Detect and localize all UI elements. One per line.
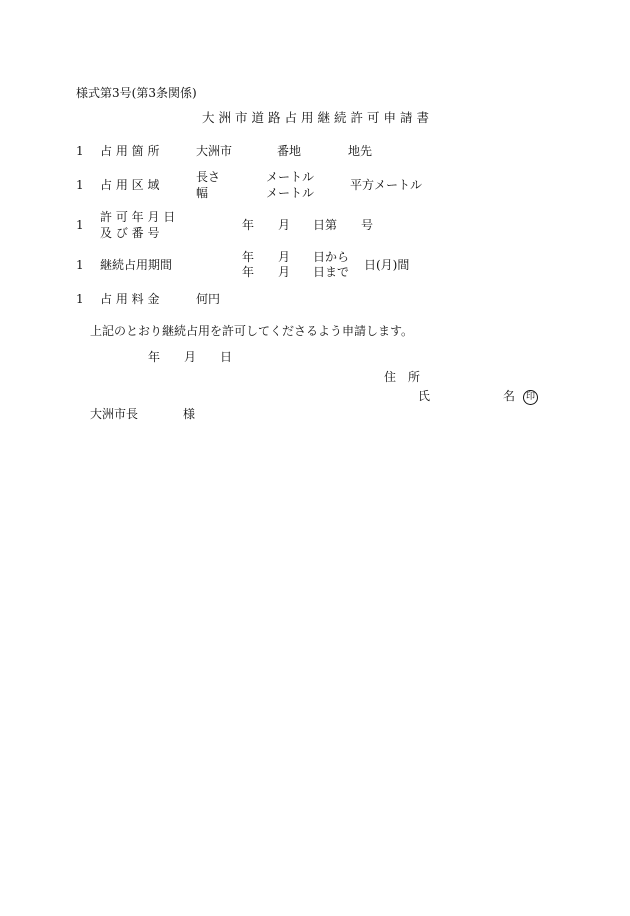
period-from: 日から — [313, 250, 350, 264]
seal-mark: 印 — [523, 390, 538, 405]
row-label-line-1: 許 可 年 月 日 — [100, 210, 176, 224]
period-to: 日まで — [313, 265, 350, 279]
row-number: 1 — [76, 178, 84, 192]
name-label-1: 氏 — [418, 389, 431, 403]
area-square-meter: 平方メートル — [350, 178, 423, 192]
period-days: 日(月)間 — [364, 258, 410, 272]
addressee-name: 大洲市長 — [90, 407, 139, 421]
row-label-line-2: 及 び 番 号 — [100, 226, 160, 240]
area-width: 幅 — [196, 186, 209, 200]
period-year-2: 年 — [242, 265, 255, 279]
area-meter-2: メートル — [266, 186, 315, 200]
row-label: 占 用 区 域 — [100, 178, 160, 192]
location-chisaki: 地先 — [348, 144, 373, 158]
row-number: 1 — [76, 258, 84, 272]
row-label: 占 用 料 金 — [100, 292, 160, 306]
permit-year: 年 — [242, 218, 255, 232]
area-meter-1: メートル — [266, 170, 315, 184]
permit-go: 号 — [361, 218, 374, 232]
name-label-2: 名 — [503, 389, 516, 403]
fee-amount: 何円 — [196, 292, 221, 306]
seal-icon — [523, 388, 538, 405]
date-year: 年 — [148, 350, 161, 364]
document-title: 大洲市道路占用継続許可申請書 — [202, 110, 434, 125]
statement: 上記のとおり継続占用を許可してくださるよう申請します。 — [90, 324, 414, 338]
row-label: 継続占用期間 — [100, 258, 173, 272]
permit-month: 月 — [278, 218, 291, 232]
addressee-honorific: 様 — [183, 407, 196, 421]
location-banchi: 番地 — [277, 144, 302, 158]
form-number: 様式第3号(第3条関係) — [76, 86, 197, 100]
period-year-1: 年 — [242, 250, 255, 264]
location-city: 大洲市 — [196, 144, 233, 158]
address-label: 住 所 — [384, 370, 421, 384]
period-month-1: 月 — [278, 250, 291, 264]
row-number: 1 — [76, 218, 84, 232]
row-number: 1 — [76, 292, 84, 306]
date-day: 日 — [220, 350, 233, 364]
period-month-2: 月 — [278, 265, 291, 279]
row-label: 占 用 箇 所 — [100, 144, 160, 158]
row-number: 1 — [76, 144, 84, 158]
area-length: 長さ — [196, 170, 221, 184]
permit-day-number: 日第 — [313, 218, 338, 232]
date-month: 月 — [184, 350, 197, 364]
